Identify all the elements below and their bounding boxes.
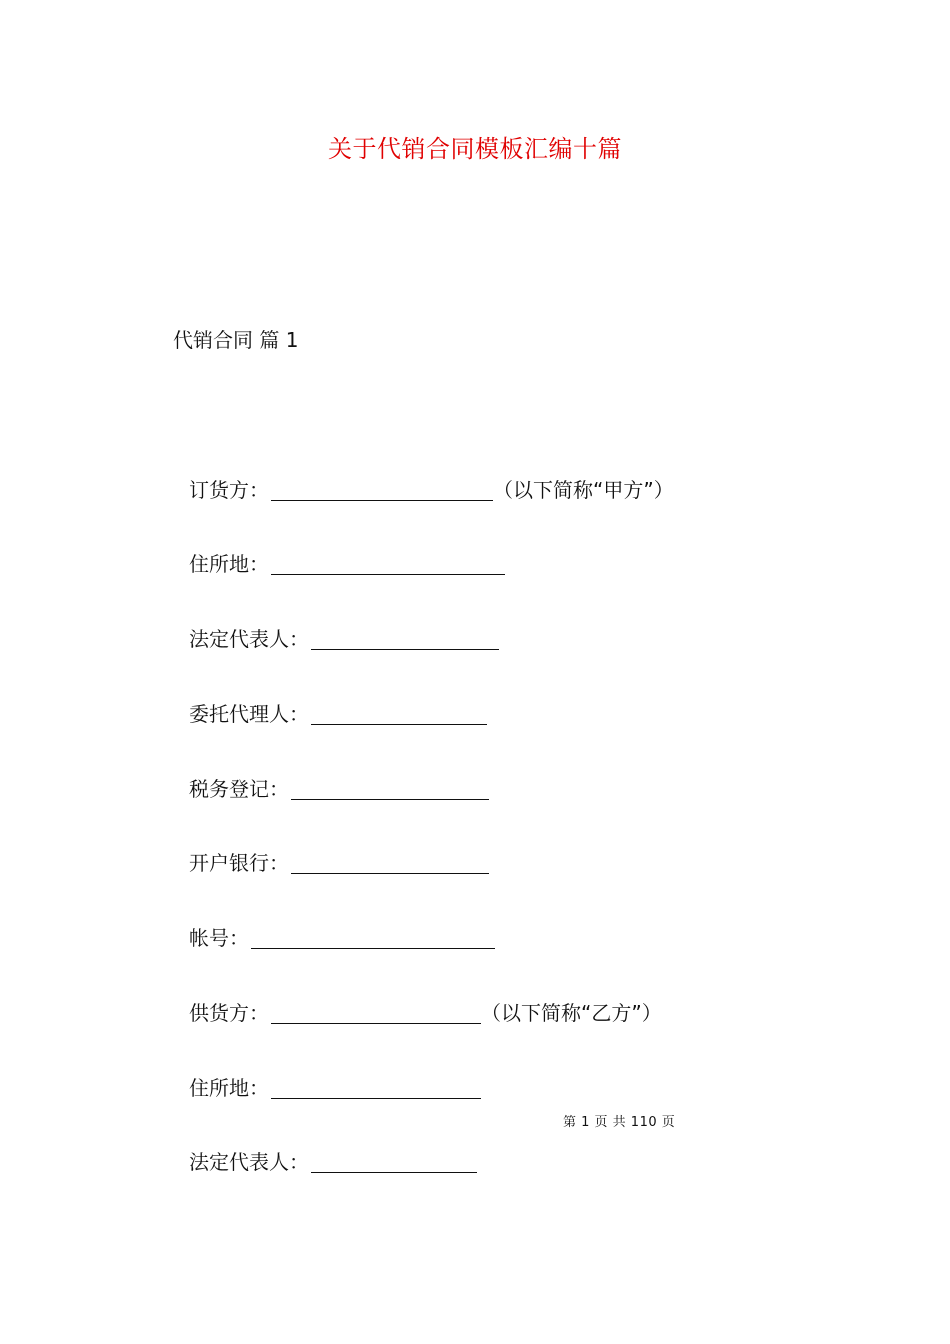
field-label: 法定代表人： [189, 1150, 309, 1174]
field-suffix: （以下简称“乙方”） [481, 1001, 662, 1025]
blank-line [251, 928, 495, 949]
blank-line [271, 1078, 481, 1099]
field-label: 税务登记： [189, 777, 289, 801]
field-buyer-tax [189, 775, 489, 803]
blank-line [311, 1152, 477, 1173]
field-label: 供货方： [189, 1001, 269, 1025]
blank-line [291, 779, 489, 800]
blank-line [311, 629, 499, 650]
field-supplier-address [189, 1074, 481, 1102]
field-label: 住所地： [189, 1076, 269, 1100]
field-buyer-account [189, 924, 495, 952]
section-heading: 代销合同 篇 1 [173, 328, 299, 352]
field-buyer-bank [189, 849, 489, 877]
field-label: 开户银行： [189, 851, 289, 875]
blank-line [271, 1003, 481, 1024]
field-supplier [189, 999, 662, 1027]
field-buyer-agent [189, 700, 487, 728]
field-label: 帐号： [189, 926, 249, 950]
page-number: 第 1 页 共 110 页 [563, 1115, 676, 1130]
field-label: 住所地： [189, 552, 269, 576]
blank-line [271, 554, 505, 575]
document-title: 关于代销合同模板汇编十篇 [328, 135, 622, 163]
blank-line [311, 704, 487, 725]
field-label: 订货方： [189, 478, 269, 502]
blank-line [271, 480, 493, 501]
field-buyer-legal-rep [189, 625, 499, 653]
field-label: 法定代表人： [189, 627, 309, 651]
field-buyer-address [189, 550, 505, 578]
field-suffix: （以下简称“甲方”） [493, 478, 674, 502]
blank-line [291, 853, 489, 874]
field-buyer [189, 476, 674, 504]
field-supplier-legal-rep [189, 1148, 477, 1176]
field-label: 委托代理人： [189, 702, 309, 726]
